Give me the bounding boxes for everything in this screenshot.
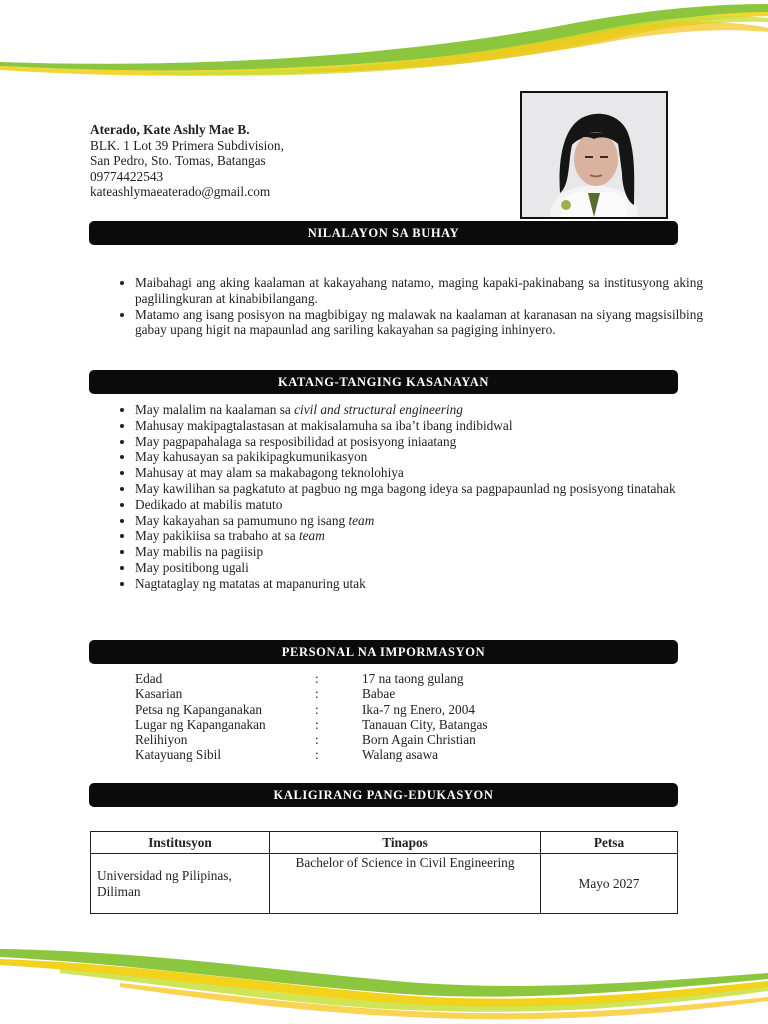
top-swoosh-decoration bbox=[0, 0, 768, 80]
date-cell: Mayo 2027 bbox=[541, 854, 678, 914]
info-row bbox=[135, 702, 615, 717]
address-line-1: BLK. 1 Lot 39 Primera Subdivision, bbox=[90, 137, 284, 153]
info-value: 17 na taong gulang bbox=[362, 671, 464, 686]
skill-text: Dedikado at mabilis matuto bbox=[135, 496, 283, 512]
info-label: Petsa ng Kapanganakan bbox=[135, 701, 263, 717]
bottom-swoosh-decoration bbox=[0, 939, 768, 1024]
info-label: Lugar ng Kapanganakan bbox=[135, 716, 266, 732]
skill-item bbox=[135, 465, 703, 481]
objective-item: • Maibahagi ang aking kaalaman at kakayahang natamo, maging kapaki-pakinabang sa institusyong aking paglilingkuran at kinabibilangang. bbox=[135, 275, 703, 307]
objective-item: • Matamo ang isang posisyon na magbibigay ng malawak na kaalaman at karanasan na siyang magsisilbing gabay upang higit na mapaunlad ang sariling kakayahan sa pagiging inhinyero. bbox=[135, 307, 703, 339]
skill-text: May kahusayan sa pakikipagkumunikasyon bbox=[135, 449, 368, 465]
skill-item bbox=[135, 576, 703, 592]
skill-item bbox=[135, 497, 703, 513]
table-row bbox=[91, 854, 678, 914]
skill-text: May kawilihan sa pagkatuto at pagbuo ng mga bagong ideya sa pagpapaunlad ng posisyong tinatahak bbox=[135, 480, 676, 496]
column-header-date: Petsa bbox=[541, 832, 678, 854]
skill-item bbox=[135, 481, 703, 497]
skills-list bbox=[109, 402, 703, 592]
contact-header bbox=[90, 122, 284, 200]
info-separator: : bbox=[315, 701, 319, 717]
skill-item bbox=[135, 418, 703, 434]
info-row bbox=[135, 747, 615, 762]
skill-item bbox=[135, 434, 703, 450]
skill-text: May pagpapahalaga sa resposibilidad at posisyong iniaatang bbox=[135, 433, 457, 449]
objective-list bbox=[109, 275, 703, 338]
info-label: Edad bbox=[135, 671, 163, 686]
skill-item bbox=[135, 560, 703, 576]
portrait-illustration bbox=[522, 93, 666, 217]
info-value: Ika-7 ng Enero, 2004 bbox=[362, 701, 475, 717]
education-table bbox=[90, 831, 678, 914]
institution-cell: Universidad ng Pilipinas, Diliman bbox=[91, 854, 270, 914]
section-header-education: KALIGIRANG PANG-EDUKASYON bbox=[89, 783, 678, 807]
info-label: Kasarian bbox=[135, 686, 183, 702]
info-separator: : bbox=[315, 716, 319, 732]
section-header-skills: KATANG-TANGING KASANAYAN bbox=[89, 370, 678, 394]
skill-text: Nagtataglay ng matatas at mapanuring utak bbox=[135, 575, 366, 591]
skill-item bbox=[135, 513, 703, 529]
info-row bbox=[135, 686, 615, 701]
info-row bbox=[135, 717, 615, 732]
skill-emphasis: civil and structural engineering bbox=[294, 402, 463, 417]
skill-text: May kakayahan sa pamumuno ng isang bbox=[135, 512, 349, 528]
table-header-row bbox=[91, 832, 678, 854]
personal-info-list bbox=[135, 671, 615, 763]
section-header-objective: NILALAYON SA BUHAY bbox=[89, 221, 678, 245]
info-value: Born Again Christian bbox=[362, 732, 476, 748]
applicant-photo bbox=[520, 91, 668, 219]
skill-item bbox=[135, 528, 703, 544]
info-value: Babae bbox=[362, 686, 396, 702]
skill-item bbox=[135, 449, 703, 465]
info-separator: : bbox=[315, 671, 319, 686]
address-line-2: San Pedro, Sto. Tomas, Batangas bbox=[90, 153, 266, 169]
info-separator: : bbox=[315, 732, 319, 748]
skill-emphasis: team bbox=[298, 528, 325, 544]
skill-text: May positibong ugali bbox=[135, 559, 249, 575]
column-header-institution: Institusyon bbox=[91, 832, 270, 854]
skill-text: May pakikiisa sa trabaho at sa bbox=[135, 528, 299, 544]
info-row bbox=[135, 671, 615, 686]
skill-text: Mahusay makipagtalastasan at makisalamuha sa iba’t ibang indibidwal bbox=[135, 417, 513, 433]
skill-text: May malalim na kaalaman sa bbox=[135, 402, 295, 417]
info-separator: : bbox=[315, 747, 319, 763]
info-value: Tanauan City, Batangas bbox=[362, 716, 488, 732]
email-address: kateashlymaeaterado@gmail.com bbox=[90, 184, 271, 200]
skill-item bbox=[135, 544, 703, 560]
column-header-degree: Tinapos bbox=[270, 832, 541, 854]
info-separator: : bbox=[315, 686, 319, 702]
info-value: Walang asawa bbox=[362, 747, 439, 763]
skill-emphasis: team bbox=[348, 512, 375, 528]
info-row bbox=[135, 732, 615, 747]
section-header-personal: PERSONAL NA IMPORMASYON bbox=[89, 640, 678, 664]
phone-number: 09774422543 bbox=[90, 168, 164, 184]
degree-cell: Bachelor of Science in Civil Engineering bbox=[270, 854, 541, 914]
info-label: Relihiyon bbox=[135, 732, 188, 748]
skill-text: Mahusay at may alam sa makabagong teknolohiya bbox=[135, 465, 404, 481]
info-label: Katayuang Sibil bbox=[135, 747, 222, 763]
applicant-name: Aterado, Kate Ashly Mae B. bbox=[90, 122, 250, 137]
skill-item bbox=[135, 402, 703, 418]
skill-text: May mabilis na pagiisip bbox=[135, 544, 264, 560]
